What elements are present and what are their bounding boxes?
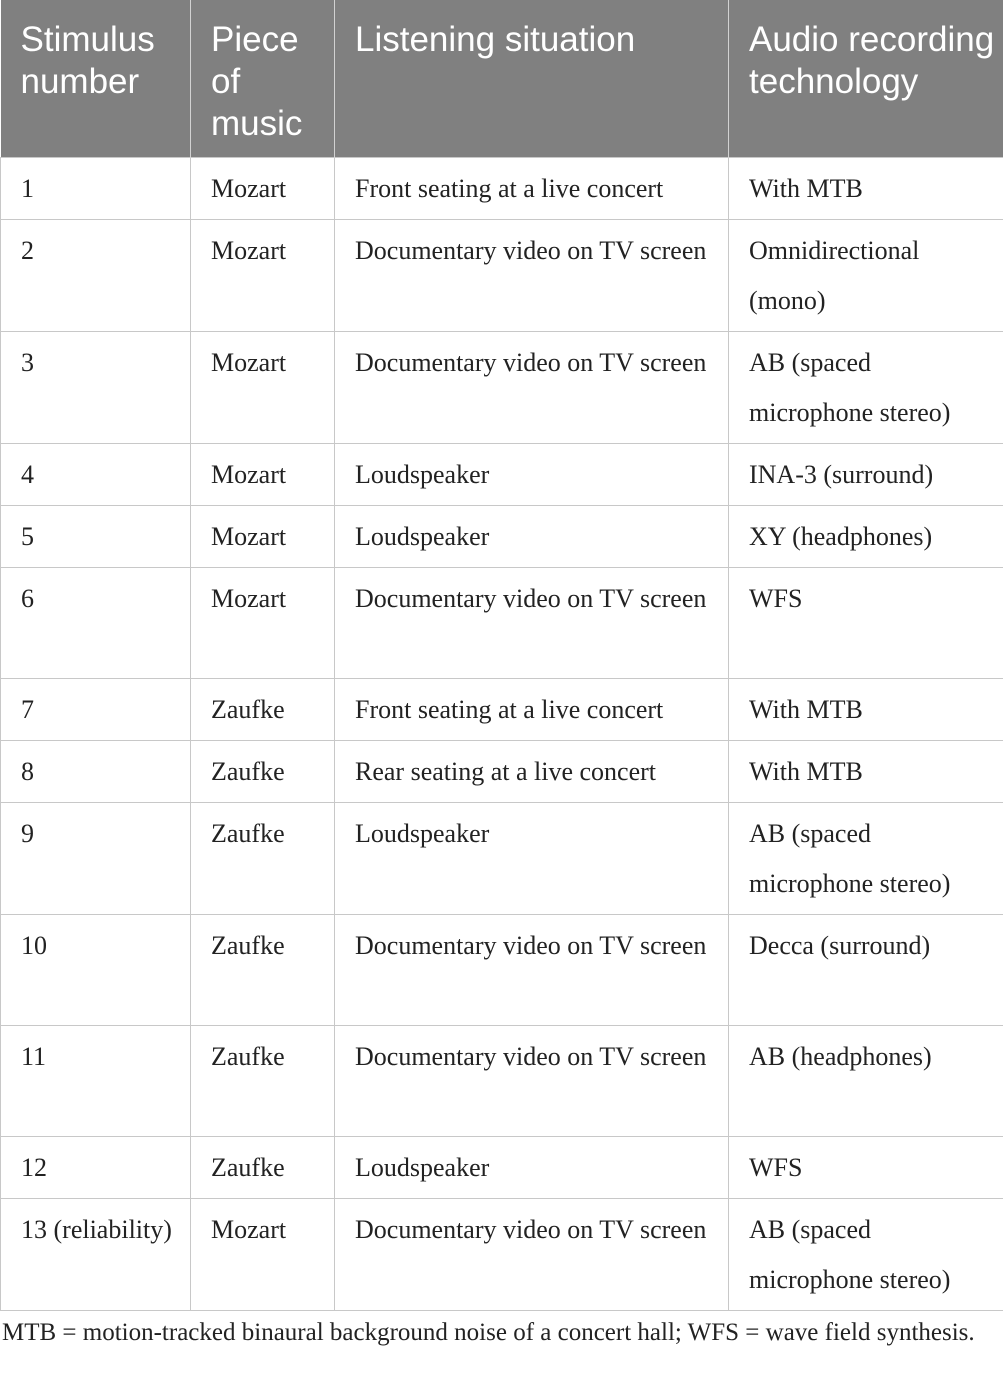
cell-piece: Mozart (191, 1199, 335, 1311)
cell-situation: Documentary video on TV screen (335, 220, 729, 332)
cell-stimulus: 2 (1, 220, 191, 332)
table-row (1, 158, 1003, 220)
cell-stimulus: 6 (1, 568, 191, 679)
cell-piece: Mozart (191, 158, 335, 220)
cell-piece: Zaufke (191, 803, 335, 915)
table-row (1, 1026, 1003, 1137)
header-listening-situation: Listening situation (335, 0, 729, 158)
cell-technology: WFS (729, 1137, 1003, 1199)
cell-technology: AB (spaced microphone stereo) (729, 332, 1003, 444)
table-row (1, 1199, 1003, 1311)
table-row (1, 915, 1003, 1026)
cell-situation: Documentary video on TV screen (335, 915, 729, 1026)
cell-situation: Documentary video on TV screen (335, 332, 729, 444)
cell-technology: Decca (surround) (729, 915, 1003, 1026)
cell-piece: Zaufke (191, 915, 335, 1026)
cell-technology: With MTB (729, 158, 1003, 220)
table-row (1, 679, 1003, 741)
cell-stimulus: 8 (1, 741, 191, 803)
header-piece-of-music: Piece of music (191, 0, 335, 158)
cell-piece: Zaufke (191, 1137, 335, 1199)
table-row (1, 506, 1003, 568)
cell-stimulus: 9 (1, 803, 191, 915)
cell-situation: Loudspeaker (335, 444, 729, 506)
cell-technology: Omnidirectional (mono) (729, 220, 1003, 332)
cell-technology: AB (spaced microphone stereo) (729, 803, 1003, 915)
table-header (1, 0, 1003, 158)
cell-piece: Mozart (191, 220, 335, 332)
table-row (1, 568, 1003, 679)
table-row (1, 803, 1003, 915)
cell-stimulus: 4 (1, 444, 191, 506)
cell-stimulus: 3 (1, 332, 191, 444)
cell-technology: WFS (729, 568, 1003, 679)
cell-technology: With MTB (729, 679, 1003, 741)
cell-situation: Loudspeaker (335, 803, 729, 915)
cell-stimulus: 13 (reliability) (1, 1199, 191, 1311)
cell-situation: Documentary video on TV screen (335, 1026, 729, 1137)
cell-stimulus: 10 (1, 915, 191, 1026)
table-row (1, 332, 1003, 444)
table-row (1, 444, 1003, 506)
cell-stimulus: 7 (1, 679, 191, 741)
cell-situation: Front seating at a live concert (335, 679, 729, 741)
cell-technology: INA-3 (surround) (729, 444, 1003, 506)
cell-situation: Loudspeaker (335, 506, 729, 568)
cell-stimulus: 5 (1, 506, 191, 568)
cell-piece: Zaufke (191, 679, 335, 741)
cell-situation: Documentary video on TV screen (335, 1199, 729, 1311)
cell-piece: Zaufke (191, 1026, 335, 1137)
table-footnote: MTB = motion-tracked binaural background noise of a concert hall; WFS = wave field synthesis. (2, 1319, 975, 1346)
cell-piece: Mozart (191, 568, 335, 679)
table-row (1, 1137, 1003, 1199)
cell-stimulus: 1 (1, 158, 191, 220)
cell-piece: Mozart (191, 332, 335, 444)
cell-piece: Mozart (191, 506, 335, 568)
header-stimulus-number: Stimulus number (1, 0, 191, 158)
cell-technology: With MTB (729, 741, 1003, 803)
cell-situation: Documentary video on TV screen (335, 568, 729, 679)
cell-situation: Loudspeaker (335, 1137, 729, 1199)
cell-piece: Mozart (191, 444, 335, 506)
header-audio-recording-technology: Audio recording technology (729, 0, 1003, 158)
cell-piece: Zaufke (191, 741, 335, 803)
cell-situation: Front seating at a live concert (335, 158, 729, 220)
cell-technology: XY (headphones) (729, 506, 1003, 568)
cell-technology: AB (spaced microphone stereo) (729, 1199, 1003, 1311)
cell-stimulus: 12 (1, 1137, 191, 1199)
header-row (1, 0, 1003, 158)
cell-technology: AB (headphones) (729, 1026, 1003, 1137)
table-body (1, 158, 1003, 1311)
cell-situation: Rear seating at a live concert (335, 741, 729, 803)
cell-stimulus: 11 (1, 1026, 191, 1137)
table-row (1, 741, 1003, 803)
table-row (1, 220, 1003, 332)
